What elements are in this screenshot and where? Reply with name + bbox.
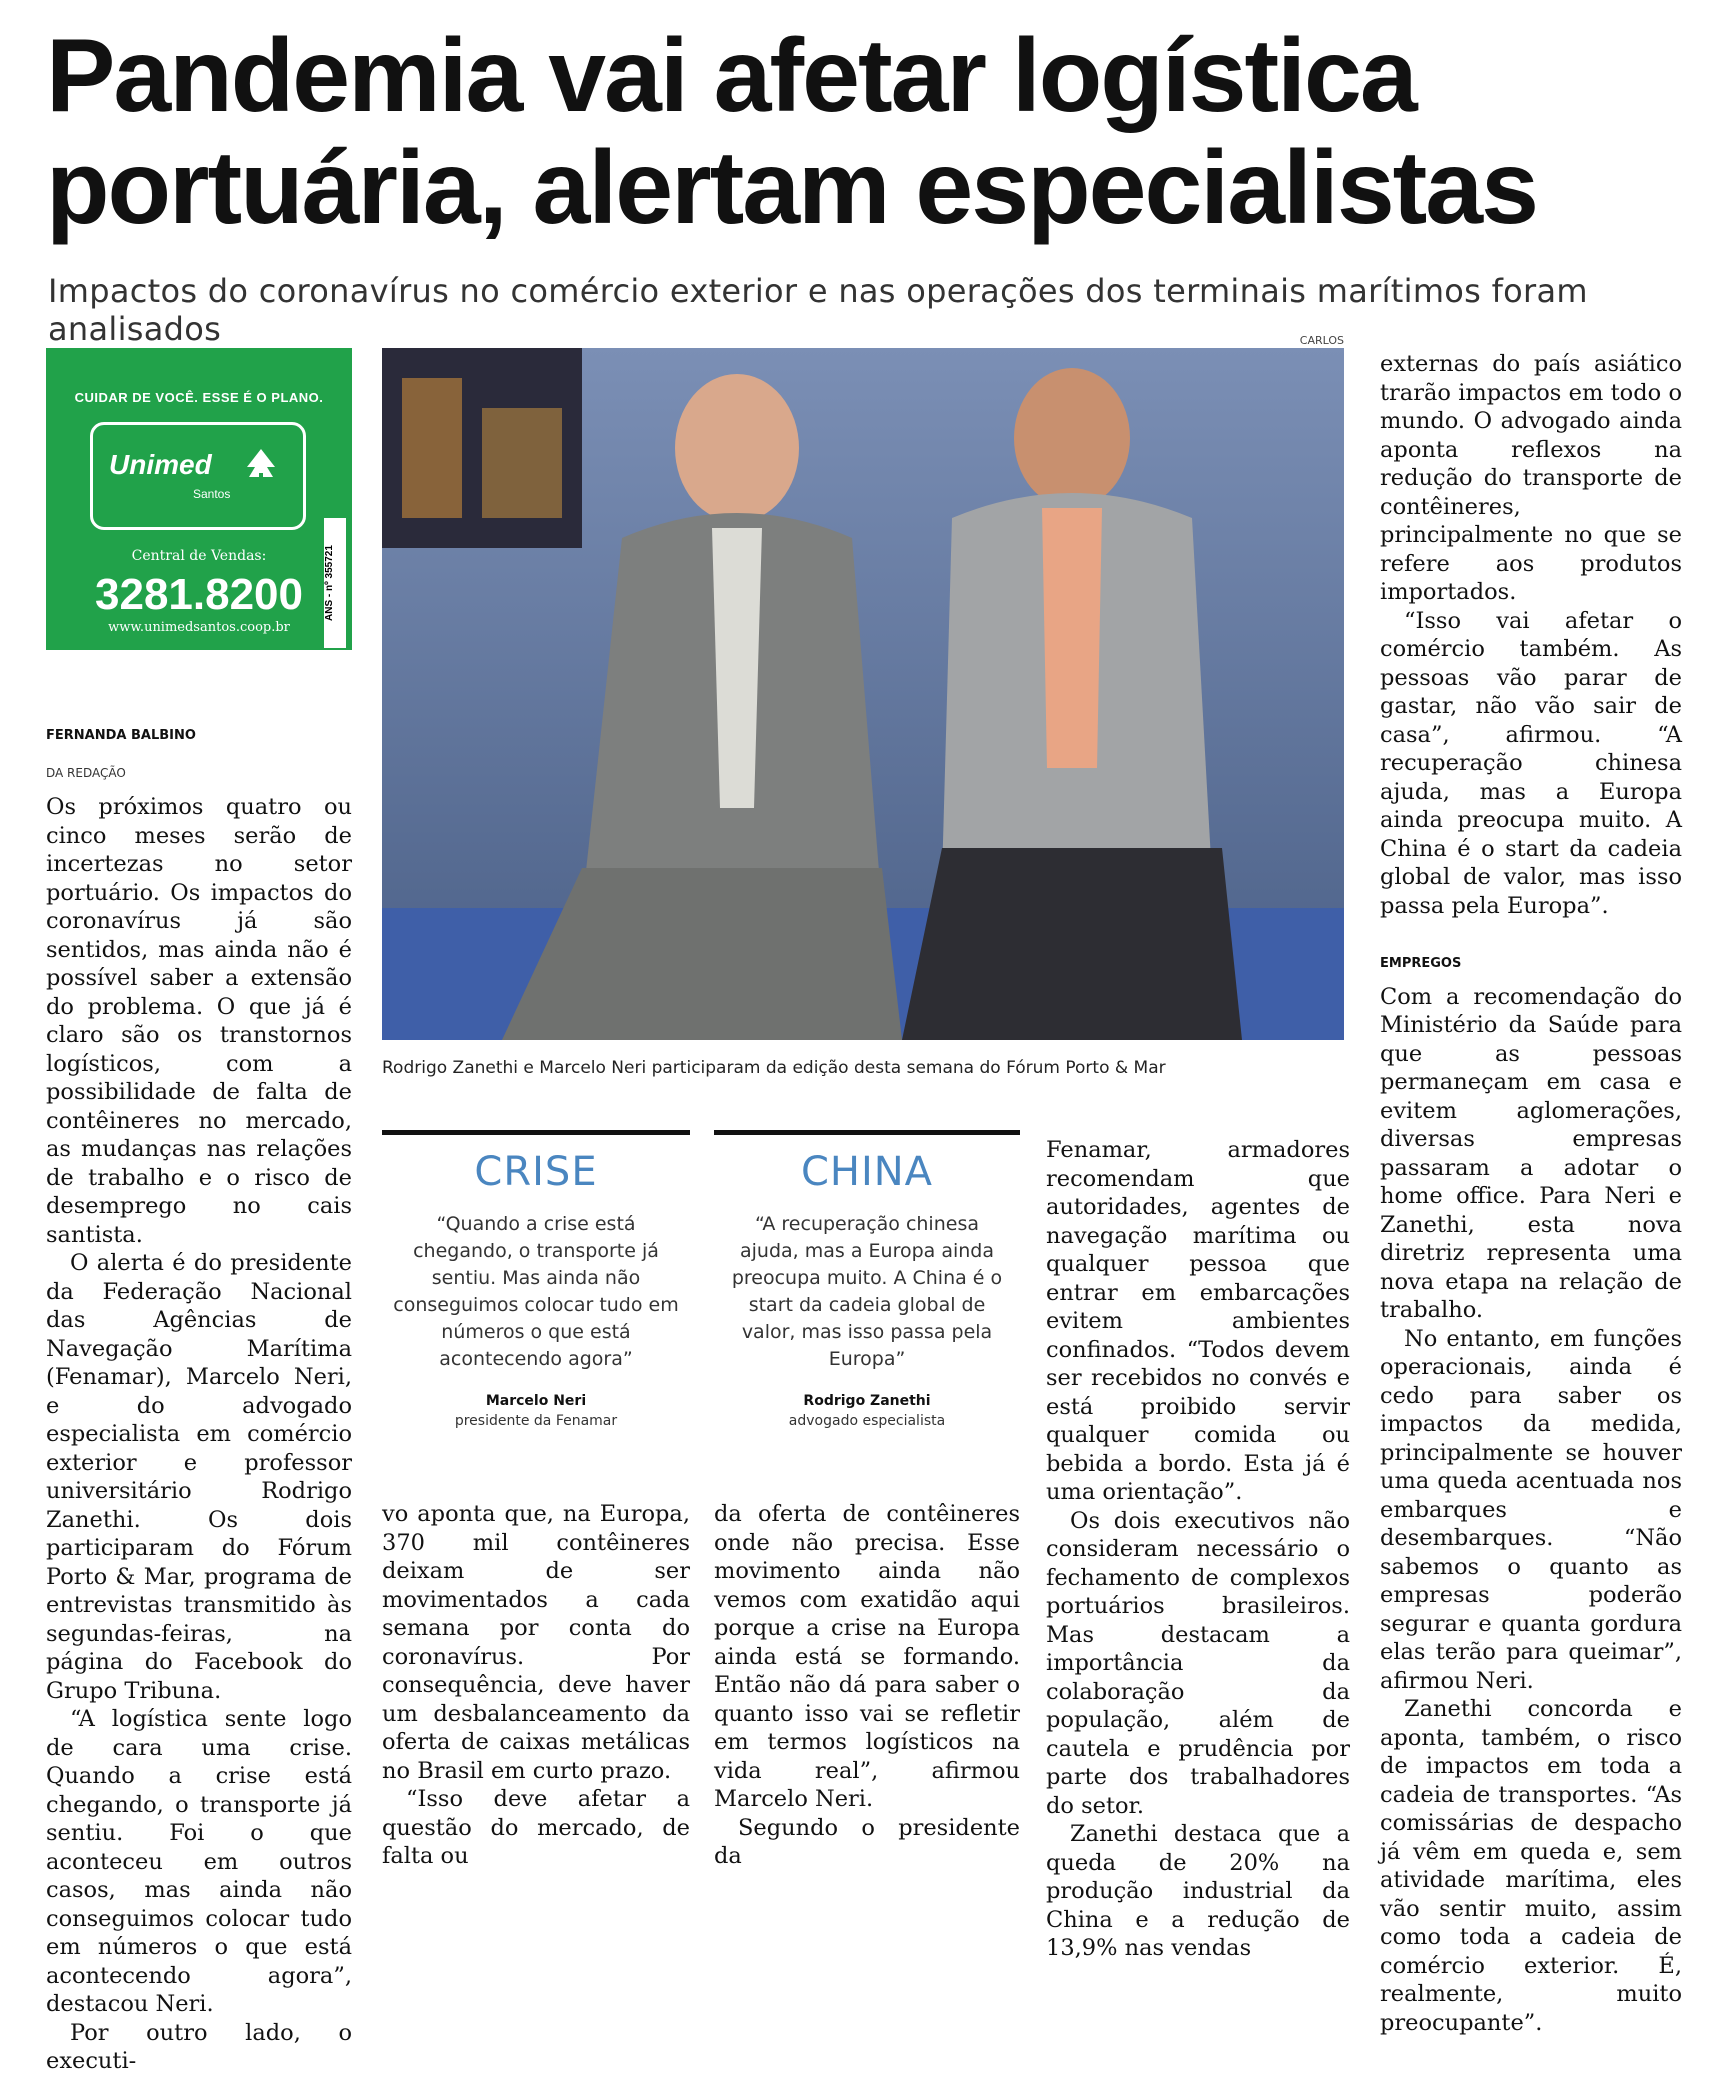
pull-quote-crise [382,1130,690,1429]
paragraph: “Isso deve afetar a questão do mercado, de falta ou [382,1786,690,1869]
byline-desk: DA REDAÇÃO [46,765,126,780]
paragraph: externas do país asiático trarão impactos em todo o mundo. O advogado ainda aponta reflexos na redução do transporte de contêineres, principalmente no que se refere aos produtos importados. [1380,351,1682,605]
photo-credit: CARLOS [1299,334,1344,347]
ad-central-label: Central de Vendas: [131,548,267,564]
paragraph: Com a recomendação do Ministério da Saúde para que as pessoas permaneçam em casa e evitem aglomerações, diversas empresas passaram a adotar o home office. Para Neri e Zanethi, esta nova diretriz representa uma nova etapa na relação de trabalho. [1380,983,1682,1323]
article-column-1 [46,722,352,2076]
paragraph: “Isso vai afetar o comércio também. As pessoas vão parar de gastar, não vão sair de casa”, afirmou. “A recuperação chinesa ajuda, mas a Europa ainda preocupa muito. A China é o start da cadeia global de valor, mas isso passa pela Europa”. [1380,607,1682,919]
article-column-4 [1046,1136,1350,1963]
paragraph: Fenamar, armadores recomendam que autoridades, agentes de navegação marítima ou qualquer pessoa que entrar em embarcações evitem ambientes confinados. “Todos devem ser recebidos no convés e está proibido servir qualquer comida ou bebida a bordo. Esta já é uma orientação”. [1046,1137,1350,1505]
pull-quote-name: Rodrigo Zanethi [803,1393,931,1409]
article-column-3 [714,1500,1020,1871]
ad-website: www.unimedsantos.coop.br [108,620,290,635]
paragraph: Zanethi concorda e aponta, também, o risco de impactos em toda a cadeia de transportes. “As comissárias de despacho já vêm em queda e, sem atividade marítima, eles vão sentir muito, assim como toda a cadeia de comércio exterior. É, realmente, muito preocupante”. [1380,1696,1682,2036]
ad-tagline: CUIDAR DE VOCÊ. ESSE É O PLANO. [74,390,324,405]
ad-city: Santos [193,487,231,501]
pull-quote-china [714,1130,1020,1429]
ad-logo-box [90,422,306,530]
paragraph: “A logística sente logo de cara uma crise. Quando a crise está chegando, o transporte já sentiu. Foi o que aconteceu em outros casos, mas ainda não conseguimos colocar tudo em números o que está acontecendo agora”, destacou Neri. [46,1706,352,2017]
paragraph: Segundo o presidente da [714,1814,1020,1869]
pull-quote-role: advogado especialista [788,1413,946,1429]
ad-brand: Unimed [109,449,212,480]
headline: Pandemia vai afetar logística portuária, alertam especialistas [46,18,1537,246]
article-column-2 [382,1500,690,1871]
paragraph: No entanto, em funções operacionais, ainda é cedo para saber os impactos da medida, principalmente se houver uma queda acentuada nos embarques e desembarques. “Não sabemos o quanto as empresas poderão segurar e quanta gordura elas terão para queimar”, afirmou Neri. [1380,1325,1682,1694]
unimed-tree-icon [243,447,279,483]
paragraph: Os dois executivos não consideram necessário o fechamento de complexos portuários brasileiros. Mas destacam a importância da colaboração da população, além de cautela e prudência por parte dos trabalhadores do setor. [1046,1507,1350,1819]
photo-caption: Rodrigo Zanethi e Marcelo Neri participaram da edição desta semana do Fórum Porto & Mar [382,1058,1166,1078]
photo-illustration [382,348,1344,1040]
byline-author: FERNANDA BALBINO [46,728,196,743]
paragraph: Por outro lado, o executi- [46,2019,352,2074]
subheadline: Impactos do coronavírus no comércio exterior e nas operações dos terminais marítimos foram analisados [48,272,1588,348]
article-photo [382,348,1344,1040]
unimed-ad[interactable] [46,348,352,650]
paragraph: Os próximos quatro ou cinco meses serão de incertezas no setor portuário. Os impactos do coronavírus já são sentidos, mas ainda não é possível saber a extensão do problema. O que já é claro são os transtornos logísticos, com a possibilidade de falta de contêineres no mercado, as mudanças nas relações de trabalho e o risco de desemprego no cais santista. [46,794,352,1248]
pull-quote-title: CHINA [800,1149,934,1195]
pull-quote-text: “A recuperação chinesa ajuda, mas a Europa ainda preocupa muito. A China é o start da cadeia global de valor, mas isso passa pela Europa” [731,1213,1003,1370]
ad-phone: 3281.8200 [95,570,303,619]
paragraph: da oferta de contêineres onde não precisa. Esse movimento ainda não vemos com exatidão aqui porque a crise na Europa ainda está se formando. Então não dá para saber o quanto isso vai se refletir em termos logísticos na vida real”, afirmou Marcelo Neri. [714,1501,1020,1812]
article-column-5 [1380,350,1682,2037]
ad-ans-number: ANS - nº 355721 [324,518,346,648]
section-subhead: EMPREGOS [1380,956,1462,971]
pull-quote-role: presidente da Fenamar [454,1413,618,1429]
pull-quote-name: Marcelo Neri [485,1393,587,1409]
paragraph: Zanethi destaca que a queda de 20% na produção industrial da China e a redução de 13,9% nas vendas [1046,1821,1350,1961]
pull-quote-text: “Quando a crise está chegando, o transporte já sentiu. Mas ainda não conseguimos colocar tudo em números o que está acontecendo agora” [393,1213,679,1370]
paragraph: O alerta é do presidente da Federação Nacional das Agências de Navegação Marítima (Fenamar), Marcelo Neri, e do advogado especialista em comércio exterior e professor universitário Rodrigo Zanethi. Os dois participaram do Fórum Porto & Mar, programa de entrevistas transmitido às segundas-feiras, na página do Facebook do Grupo Tribuna. [46,1250,352,1704]
pull-quote-title: CRISE [474,1149,598,1195]
paragraph: vo aponta que, na Europa, 370 mil contêineres deixam de ser movimentados a cada semana por conta do coronavírus. Por consequência, deve haver um desbalanceamento da oferta de caixas metálicas no Brasil em curto prazo. [382,1501,690,1784]
